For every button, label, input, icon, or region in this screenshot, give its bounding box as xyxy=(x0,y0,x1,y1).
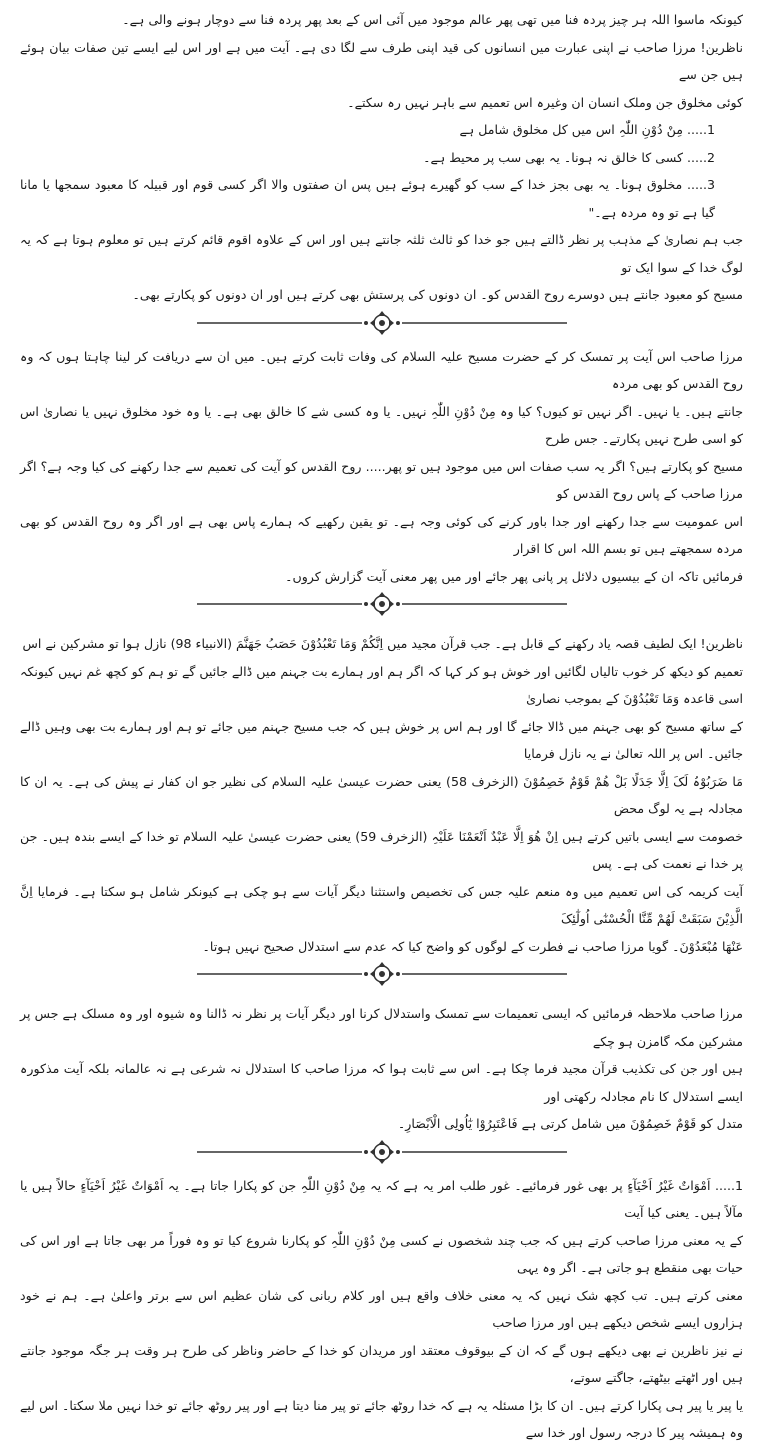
section-divider xyxy=(20,960,743,988)
text-line: نے نیز ناظرین نے بھی دیکھے ہوں گے کہ ان کے بیوقوف معتقد اور مریدان کو خدا کے حاضر وناظر کی طرح ہر وقت ہر جگہ موجود جانتے ہیں اور اٹھتے بیٹھتے، جاگتے سوتے، xyxy=(20,1342,743,1385)
text-line: مرزا صاحب اس آیت پر تمسک کر کے حضرت مسیح علیہ السلام کی وفات ثابت کرتے ہیں۔ میں ان سے دریافت کر لینا چاہتا ہوں کہ وہ روح القدس کو بھی مردہ xyxy=(20,348,743,391)
text-line: ناظرین! مرزا صاحب نے اپنی عبارت میں انسانوں کی قید اپنی طرف سے لگا دی ہے۔ آیت میں ہے اور اس لیے ایسے تین صفات بیان ہوئے ہیں جن سے xyxy=(20,39,743,82)
ornament-divider-icon xyxy=(197,311,567,335)
text-line: مسیح کو معبود جانتے ہیں دوسرے روح القدس کو۔ ان دونوں کی پرستش بھی کرتے ہیں اور ان دونوں کو پکارتے بھی۔ xyxy=(132,287,743,302)
text-line: اس عمومیت سے جدا رکھنے اور جدا باور کرنے کی کوئی وجہ ہے۔ تو یقین رکھیے کہ ہمارے پاس بھی ہے اور اگر وہ روح القدس کو بھی مردہ سمجھتے ہیں تو بسم اللہ اس کا اقرار xyxy=(20,513,743,556)
ornament-divider-icon xyxy=(197,592,567,616)
text-line: مرزا صاحب ملاحظہ فرمائیں کہ ایسی تعمیمات سے تمسک واستدلال کرنا اور دیگر آیات پر نظر نہ ڈالنا وہ شیوہ اور وہ مسلک ہے جس پر مشرکین مکہ گامزن ہو چکے xyxy=(20,1006,743,1049)
text-line: ہیں اور جن کی تکذیب قرآن مجید فرما چکا ہے۔ اس سے ثابت ہوا کہ مرزا صاحب کا استدلال نہ شرعی ہے نہ عالمانہ بلکہ آیت مذکورہ ایسے استدلال کا نام مجادلہ رکھتی اور xyxy=(20,1061,743,1104)
ornament-divider-icon xyxy=(197,1140,567,1164)
text-line: مَا ضَرَبُوْہُ لَکَ اِلَّا جَدَلًا بَلْ ھُمْ قَوْمٌ خَصِمُوْنَ (الزخرف 58) یعنی حضرت عیسیٰ علیہ السلام کی نظیر جو ان کفار نے پیش کی ہے۔ یہ ان کا مجادلہ ہے یہ لوگ محض xyxy=(20,773,744,816)
list-item: 2..... کسی کا خالق نہ ہونا۔ یہ بھی سب پر محیط ہے۔ xyxy=(423,149,715,165)
text-line: مسیح کو پکارتے ہیں؟ اگر یہ سب صفات اس میں موجود ہیں تو پھر..... روح القدس کو آیت کی تعمیم سے جدا رکھنے کی کیا وجہ ہے؟ اگر مرزا صاحب کے پاس روح القدس کو xyxy=(20,458,743,501)
text-line: جب ہم نصاریٰ کے مذہب پر نظر ڈالتے ہیں جو خدا کو ثالث ثلثہ جانتے ہیں اور اس کے علاوہ اقوم قائم کرتے ہیں تو معلوم ہوتا ہے کہ یہ لوگ خدا کے سوا ایک تو xyxy=(20,232,743,275)
paragraph-story xyxy=(20,630,743,960)
paragraph-holy-spirit xyxy=(20,343,743,591)
ornament-divider-icon xyxy=(197,962,567,986)
text-line: ناظرین! ایک لطیف قصہ یاد رکھنے کے قابل ہے۔ جب قرآن مجید میں اِنَّکُمْ وَمَا تَعْبُدُوْنَ حَصَبُ جَھَنَّمَ (الانبیاء 98) نازل ہوا تو مشرکین نے اس xyxy=(22,636,743,651)
text-line: تعمیم کو دیکھ کر خوب تالیاں لگائیں اور خوش ہو کر کہا کہ اگر ہم اور ہمارے بت جہنم میں ڈالے جائیں گے تو ہم کو کچھ غم نہیں کیونکہ اسی قاعدہ وَمَا تَعْبُدُوْنَ کے بموجب نصاریٰ xyxy=(20,663,743,706)
paragraph-christians xyxy=(20,226,743,309)
text-line: فرمائیں تاکہ ان کے بیسیوں دلائل پر پانی پھر جائے اور میں پھر معنی آیت گزارش کروں۔ xyxy=(285,568,743,584)
text-line: خصومت سے ایسی باتیں کرتے ہیں اِنْ ھُوَ اِلَّا عَبْدٌ اَنْعَمْنَا عَلَیْہِ (الزخرف 59) یعنی حضرت عیسیٰ علیہ السلام تو خدا کے ایسے بندہ ہیں۔ جن پر خدا نے نعمت کی ہے۔ پس xyxy=(20,828,743,871)
paragraph-conclusion xyxy=(20,1000,743,1138)
section-divider xyxy=(20,590,743,618)
text-line: کے ساتھ مسیح کو بھی جہنم میں ڈالا جائے گا اور ہم اس پر خوش ہیں کہ جب مسیح جہنم میں جائے تو ہم اور ہمارے بت بھی وہیں ڈالے جائیں۔ اس پر اللہ تعالیٰ نے یہ نازل فرمایا xyxy=(20,718,743,761)
text-line: معنی کرتے ہیں۔ تب کچھ شک نہیں کہ یہ معنی خلاف واقع ہیں اور کلام ربانی کی شان عظیم اس سے برتر واعلیٰ ہے۔ ہم نے خود ہزاروں ایسے شخص دیکھے ہیں اور مرزا صاحب xyxy=(20,1287,743,1330)
text-line: 1..... اَمْوَاتٌ غَیْرُ اَحْیَآءٍ پر بھی غور فرمائیے۔ غور طلب امر یہ ہے کہ یہ مِنْ دُوْنِ اللّٰہِ جن کو پکارا جاتا ہے۔ یہ اَمْوَاتٌ غَیْرُ اَحْیَآءٍ حالاً ہیں یا مآلاً ہیں۔ یعنی کیا آیت xyxy=(20,1177,743,1220)
text-line: یا پیر یا پیر ہی پکارا کرتے ہیں۔ ان کا بڑا مسئلہ یہ ہے کہ خدا روٹھ جائے تو پیر منا دیتا ہے اور پیر روٹھ جائے تو خدا نہیں ملا سکتا۔ اس لیے وہ ہمیشہ پیر کا درجہ رسول اور خدا سے xyxy=(20,1397,743,1440)
text-line: جانتے ہیں۔ یا نہیں۔ اگر نہیں تو کیوں؟ کیا وہ مِنْ دُوْنِ اللّٰہِ نہیں۔ یا وہ کسی شے کا خالق بھی ہے۔ یا وہ خود مخلوق نہیں یا نصاریٰ اس کو اسی طرح نہیں پکارتے۔ جس طرح xyxy=(20,403,743,446)
text-line: متدل کو قَوْمٌ خَصِمُوْنَ میں شامل کرتی ہے فَاعْتَبِرُوْا یٰٓاُولِی الْاَبْصَارِ۔ xyxy=(397,1116,743,1131)
section-divider xyxy=(20,1138,743,1166)
text-line: کوئی مخلوق جن وملک انسان ان وغیرہ اس تعمیم سے باہر نہیں رہ سکتے۔ xyxy=(347,94,743,110)
text-line: کے یہ معنی مرزا صاحب کرتے ہیں کہ جب چند شخصوں نے کسی مِنْ دُوْنِ اللّٰہِ کو پکارنا شروع کیا تو وہ فوراً مر بھی جاتا ہے اور اس کی حیات بھی منقطع ہو جاتی ہے۔ اگر وہ یہی xyxy=(20,1232,743,1275)
text-line: عَنْھَا مُبْعَدُوْنَ۔ گویا مرزا صاحب نے فطرت کے لوگوں کو واضح کیا کہ عدم سے استدلال صحیح نہیں ہوتا۔ xyxy=(202,938,743,954)
footnote xyxy=(20,1172,743,1447)
list-item: 3..... مخلوق ہونا۔ یہ بھی بجز خدا کے سب کو گھیرے ہوئے ہیں پس ان صفتوں والا اگر کسی قوم اور قبیلہ کا معبود سمجھا یا مانا گیا ہے تو وہ مردہ ہے۔" xyxy=(20,177,715,220)
list-item: 1..... مِنْ دُوْنِ اللّٰہِ اس میں کل مخلوق شامل ہے xyxy=(459,122,715,137)
text-line: آیت کریمہ کی اس تعمیم میں وہ منعم علیہ جس کی تخصیص واستثنا دیگر آیات سے ہو چکی ہے کیونکر شامل ہو سکتا ہے۔ فرمایا اِنَّ الَّذِیْنَ سَبَقَتْ لَھُمْ مِّنَّا الْحُسْنٰٓی اُولٰٓئِکَ xyxy=(20,883,743,926)
text-line: کیونکہ ماسوا اللہ ہر چیز پردہ فنا میں تھی پھر عالم موجود میں آئی اس کے بعد پھر پردہ فنا سے دوچار ہونے والی ہے۔ xyxy=(122,12,743,27)
numbered-list xyxy=(20,116,743,226)
intro-paragraph xyxy=(20,6,743,116)
section-divider xyxy=(20,309,743,337)
